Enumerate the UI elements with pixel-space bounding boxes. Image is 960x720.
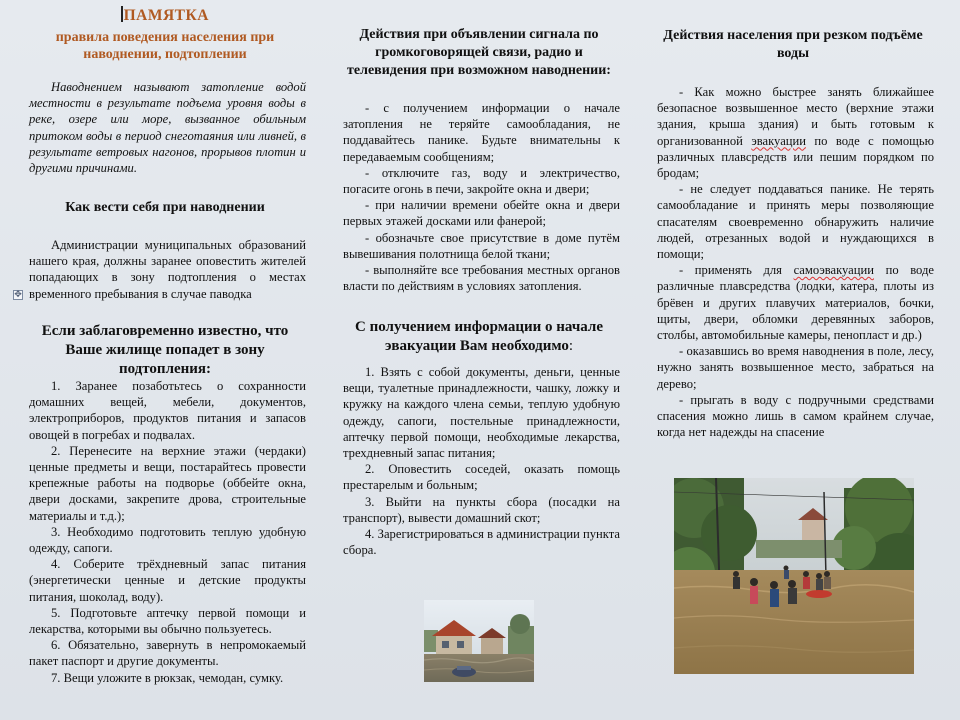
text-cursor-icon xyxy=(121,6,123,22)
list-item: - оказавшись во время наводнения в поле, лесу, нужно занять возвышенное место, забраться на дерево; xyxy=(657,344,934,391)
advance-list xyxy=(29,378,306,686)
intro-paragraph: Наводнением называют затопление водой местности в результате подъема уровня воды в реке, озере или море, вызванное обильным притоком воды в период снеготаяния или ливней, в результате ветровых нагонов, прорывов плотин и другими причинами. xyxy=(29,80,306,176)
list-item: - не следует поддаваться панике. Не терять самообладание и принять меры позволяющие спасателям своевременно обнаружить наличие людей, отрезанных водой и нуждающихся в помощи; xyxy=(657,182,934,262)
list-item: - прыгать в воду с подручными средствами спасения можно лишь в самом крайнем случае, когда нет надежды на спасение xyxy=(657,392,934,440)
list-item: 4. Соберите трёхдневный запас питания (энергетически ценные и детские продукты питания, шоколад, воду). xyxy=(29,557,306,604)
list-item: 2. Перенесите на верхние этажи (чердаки) ценные предметы и вещи, постарайтесь провести крепежные работы на подворье (оббейте окна, двери досками, закрепите дрова, строительные материалы и т.д.); xyxy=(29,443,306,523)
sudden-rise-list xyxy=(657,84,934,440)
list-item: - обозначьте свое присутствие в доме путём вывешивания полотнища белой ткани; xyxy=(343,230,620,261)
list-item: 6. Обязательно, завернуть в непромокаемый пакет паспорт и другие документы. xyxy=(29,638,306,669)
heading-evacuation-colon: : xyxy=(568,338,574,354)
list-item: - Как можно быстрее занять ближайшее безопасное возвышенное место (верхние этажи здания, крыша здания) и быть готовым к организованной эвакуации по воде с помощью различных плавсредств или пешим порядком по бродам; xyxy=(657,85,934,181)
signal-list xyxy=(343,100,620,294)
flood-photo-houses-image xyxy=(424,600,534,682)
spellcheck-word: самоэвакуации xyxy=(793,263,874,278)
list-item: 2. Оповестить соседей, оказать помощь престарелым и больным; xyxy=(343,462,620,493)
list-item: 3. Выйти на пункты сбора (посадки на транспорт), вывести домашний скот; xyxy=(343,494,620,525)
spellcheck-word: эвакуации xyxy=(751,133,806,148)
flood-photo-houses xyxy=(424,600,534,682)
list-item: 3. Необходимо подготовить теплую удобную одежду, сапоги. xyxy=(29,524,306,556)
leaflet-subtitle: правила поведения населения при наводнении, подтоплении xyxy=(55,30,275,62)
list-item: - применять для самоэвакуации по воде различные плавсредства (лодки, катера, плоты из брёвен и других плавучих материалов, бочки, щиты, двери, обломки деревянных заборов, столбы, автомобильные камеры, пенопласт и др.) xyxy=(657,263,934,343)
leaflet-title xyxy=(24,6,306,26)
heading-signal: Действия при объявлении сигнала по громкоговорящей связи, радио и телевидения при возможном наводнении: xyxy=(347,27,611,78)
list-item: 4. Зарегистрироваться в администрации пункта сбора. xyxy=(343,527,620,558)
leaflet-title-text: ПАМЯТКА xyxy=(123,7,209,24)
flood-photo-street-image xyxy=(674,478,914,674)
heading-evacuation-text: С получением информации о начале эвакуации Вам необходимо xyxy=(355,319,603,354)
list-item: - отключите газ, воду и электричество, погасите огонь в печи, закройте окна и двери; xyxy=(343,165,620,197)
heading-evacuation xyxy=(338,318,620,356)
column-right xyxy=(652,0,934,720)
column-left xyxy=(24,0,306,720)
heading-behavior: Как вести себя при наводнении xyxy=(65,200,265,215)
flood-photo-street xyxy=(674,478,914,674)
list-item: 1. Взять с собой документы, деньги, ценные вещи, туалетные принадлежности, чашку, ложку и кружку на каждого члена семьи, теплую удобную одежду, сапоги, постельные принадлежности, аптечку первой помощи, необходимые лекарства, трехдневный запас питания; xyxy=(343,365,620,461)
column-middle xyxy=(338,0,620,720)
list-item: - с получением информации о начале затопления не теряйте самообладания, не поддавайтесь панике. Будьте внимательны к передаваемым сообщениям; xyxy=(343,101,620,164)
list-item: 1. Заранее позаботьтесь о сохранности домашних вещей, мебели, документов, электроприборов, продуктов питания и запасов овощей в погребах и подвалах. xyxy=(29,379,306,442)
list-item: 5. Подготовьте аптечку первой помощи и лекарства, которыми вы обычно пользуетесь. xyxy=(29,605,306,637)
heading-advance: Если заблаговременно известно, что Ваше жилище попадет в зону подтопления: xyxy=(41,323,289,377)
list-item: - выполняйте все требования местных органов власти по действиям в условиях затопления. xyxy=(343,263,620,294)
list-item: - при наличии времени обейте окна и двери первых этажей досками или фанерой; xyxy=(343,198,620,229)
table-move-icon[interactable]: ✥ xyxy=(14,290,22,300)
behavior-paragraph: Администрации муниципальных образований нашего края, должны заранее оповестить жителей попадающих в зону подтопления о местах временного пребывания в случае паводка xyxy=(29,238,306,301)
evacuation-list xyxy=(343,364,620,558)
list-item: 7. Вещи уложите в рюкзак, чемодан, сумку. xyxy=(51,670,284,685)
heading-sudden-rise: Действия населения при резком подъёме воды xyxy=(663,28,923,61)
